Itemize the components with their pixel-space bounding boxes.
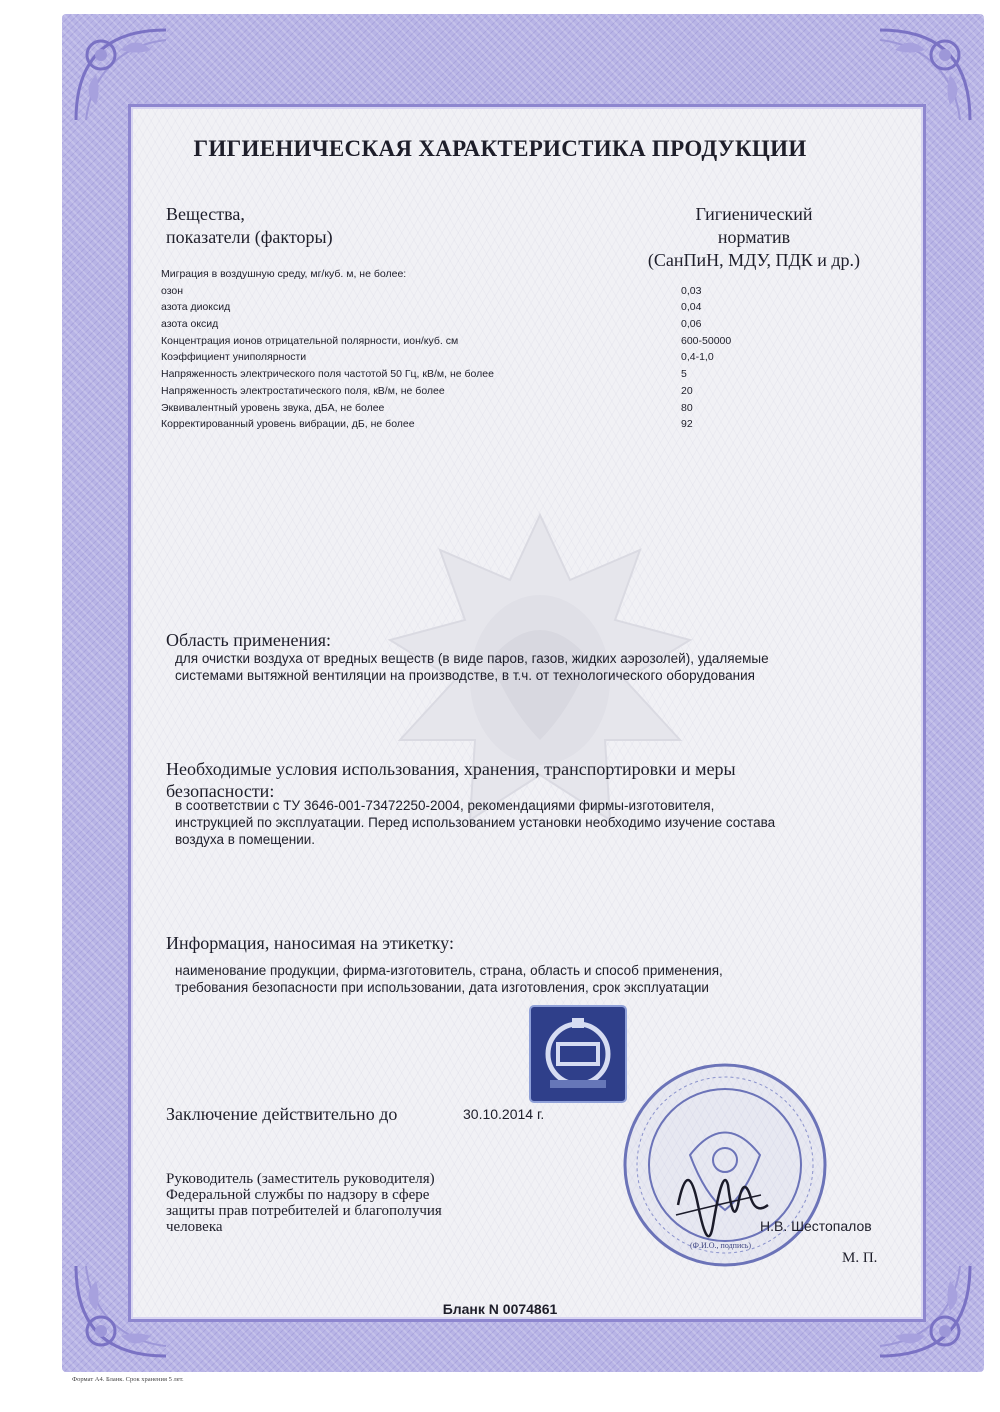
blank-number: Бланк N 0074861	[442, 1301, 558, 1317]
row-value: 0,03	[681, 284, 702, 297]
hygiene-table	[161, 268, 801, 435]
table-row	[161, 318, 801, 335]
table-row	[161, 285, 801, 302]
conditions-heading	[166, 758, 736, 802]
row-value: 600-50000	[681, 334, 732, 347]
table-row	[161, 368, 801, 385]
row-label: Коэффициент униполярности	[161, 351, 307, 364]
label-info-line: наименование продукции, фирма-изготовитель, страна, область и способ применения,	[175, 963, 723, 978]
row-label: азота диоксид	[161, 301, 231, 314]
table-row	[161, 402, 801, 419]
header-right-line: норматив	[717, 227, 791, 247]
hologram-seal-icon	[528, 1004, 628, 1104]
signatory-name: Н.В. Шестопалов	[760, 1218, 872, 1234]
label-info-text	[175, 962, 723, 996]
table-row	[161, 268, 801, 285]
signatory-line: Руководитель (заместитель руководителя)	[166, 1171, 435, 1187]
signature-icon	[668, 1145, 778, 1255]
row-value: 20	[681, 384, 693, 397]
row-label: Напряженность электрического поля частотой 50 Гц, кВ/м, не более	[161, 368, 494, 381]
label-info-heading: Информация, наносимая на этикетку:	[166, 933, 454, 953]
row-label: Эквивалентный уровень звука, дБА, не более	[161, 401, 385, 414]
header-right-line: Гигиенический	[695, 204, 813, 224]
table-row	[161, 385, 801, 402]
table-row	[161, 301, 801, 318]
row-label: Миграция в воздушную среду, мг/куб. м, не более:	[161, 268, 407, 280]
scope-heading: Область применения:	[166, 630, 332, 650]
document-title: ГИГИЕНИЧЕСКАЯ ХАРАКТЕРИСТИКА ПРОДУКЦИИ	[193, 136, 807, 161]
validity-date: 30.10.2014 г.	[463, 1106, 545, 1122]
row-value: 92	[681, 418, 693, 431]
row-label: озон	[161, 284, 184, 297]
scope-line: системами вытяжной вентиляции на производстве, в т.ч. от технологического оборудования	[175, 668, 755, 683]
signatory-title	[166, 1171, 442, 1235]
scope-text	[175, 650, 769, 684]
label-info-line: требования безопасности при использовании, дата изготовления, срок эксплуатации	[175, 980, 709, 995]
column-header-norm	[624, 203, 884, 272]
stamp-place-mark: М. П.	[842, 1250, 878, 1266]
row-value: 0,06	[681, 318, 702, 331]
table-row	[161, 418, 801, 435]
conditions-heading-line: Необходимые условия использования, хранения, транспортировки и меры	[166, 759, 736, 779]
row-value: 0,4-1,0	[681, 351, 714, 364]
validity-label: Заключение действительно до	[166, 1104, 398, 1124]
row-label: Концентрация ионов отрицательной полярности, ион/куб. см	[161, 334, 459, 347]
header-left-line: показатели (факторы)	[166, 227, 333, 247]
conditions-heading-line: безопасности:	[166, 781, 275, 801]
footer-note: Формат А4. Бланк. Срок хранения 5 лет.	[72, 1376, 184, 1383]
signatory-line: человека	[166, 1219, 223, 1235]
row-value: 80	[681, 401, 693, 414]
table-row	[161, 335, 801, 352]
conditions-line: в соответствии с ТУ 3646-001-73472250-2004, рекомендациями фирмы-изготовителя,	[175, 798, 715, 813]
row-label: азота оксид	[161, 318, 219, 331]
signatory-name-caption: (Ф.И.О., подпись)	[690, 1241, 752, 1250]
header-left-line: Вещества,	[166, 204, 245, 224]
row-label: Корректированный уровень вибрации, дБ, не более	[161, 418, 415, 431]
scope-line: для очистки воздуха от вредных веществ (в виде паров, газов, жидких аэрозолей), удаляемые	[175, 651, 769, 666]
row-value: 0,04	[681, 301, 702, 314]
conditions-text	[175, 797, 775, 848]
signatory-line: Федеральной службы по надзору в сфере	[166, 1187, 430, 1203]
conditions-line: инструкцией по эксплуатации. Перед использованием установки необходимо изучение состава	[175, 815, 776, 830]
signatory-line: защиты прав потребителей и благополучия	[166, 1203, 442, 1219]
table-row	[161, 351, 801, 368]
row-label: Напряженность электростатического поля, кВ/м, не более	[161, 384, 445, 397]
column-header-substances	[166, 203, 333, 249]
header-right-line: (СанПиН, МДУ, ПДК и др.)	[647, 250, 861, 270]
row-value: 5	[681, 368, 687, 381]
conditions-line: воздуха в помещении.	[175, 832, 316, 847]
